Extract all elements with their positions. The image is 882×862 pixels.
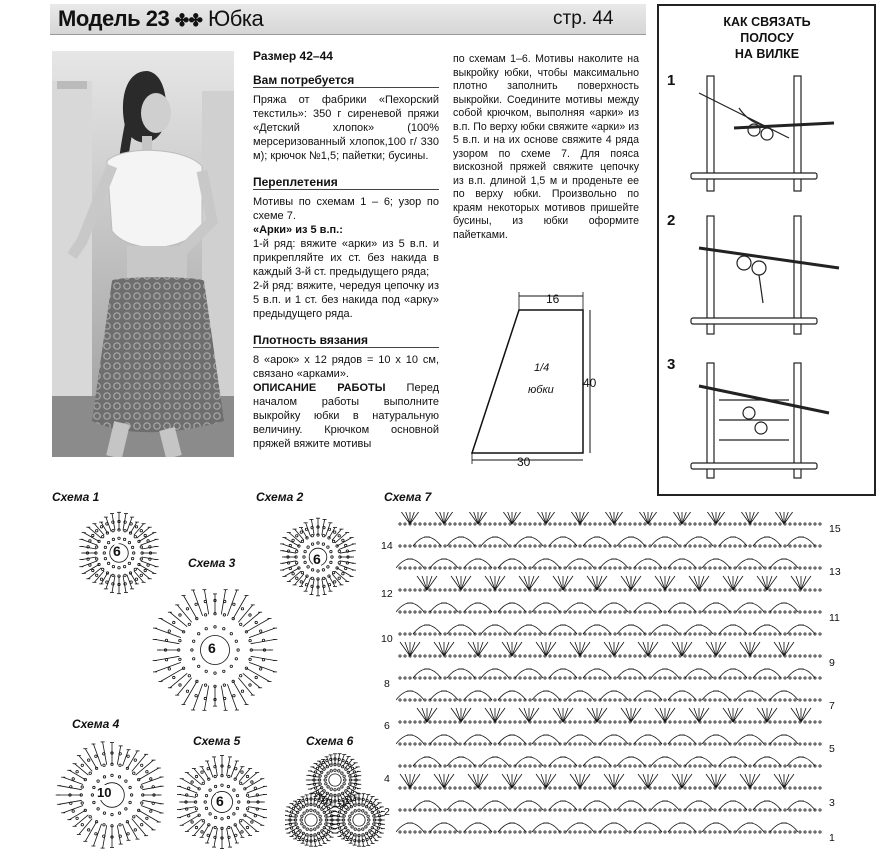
weaves-heading: Переплетения [253, 175, 439, 190]
row-label-9: 9 [829, 657, 835, 669]
step-1-number: 1 [667, 72, 676, 89]
row-label-10: 10 [381, 633, 393, 645]
photo-illustration [52, 51, 234, 457]
fork-knitting-box [657, 4, 876, 496]
model-subtitle: Юбка [208, 6, 264, 31]
schema-1-label: Схема 1 [52, 490, 100, 504]
row-label-2: 2 [384, 806, 390, 818]
info-column [253, 49, 439, 451]
schema-2-label: Схема 2 [256, 490, 304, 504]
schema-7-label: Схема 7 [384, 490, 432, 504]
schema-6-label: Схема 6 [306, 734, 354, 748]
step-2-number: 2 [667, 212, 676, 229]
arches-row2: 2-й ряд: вяжите, чередуя цепочку из 5 в.п. и 1 ст. без накида под «арку» предыдущего ряда. [253, 280, 439, 320]
row-label-7: 7 [829, 700, 835, 712]
fork-steps-illustration [679, 68, 869, 488]
pattern-top-dim: 16 [546, 292, 560, 306]
density-heading: Плотность вязания [253, 333, 439, 348]
schema-3-center: 6 [208, 640, 216, 656]
row-label-4: 4 [384, 773, 390, 785]
schema-7-pattern [396, 512, 826, 857]
row-label-14: 14 [381, 540, 393, 552]
row-label-11: 11 [829, 612, 840, 624]
row-label-5: 5 [829, 743, 835, 755]
schema-4-label: Схема 4 [72, 717, 120, 731]
description-continued: по схемам 1–6. Мотивы наколите на выкройку юбки, чтобы максимально плотно заполнить поверхность выкройки. Соедините мотивы между собой крючком, выполняя «арки» из в.п. По верху юбки свяжите «арки» из 5 в.п. и на их основе свяжите 4 ряда узором по схеме 7. Для пояса вискозной пряжей свяжите цепочку из в.п. длиной 1,5 м и проденьте ее по верху юбки. Произвольно по краям некоторых мотивов пришейте бусины, из юбки оформите пайетками. [453, 53, 639, 241]
pattern-label-bottom: юбки [528, 384, 554, 396]
materials-heading: Вам потребуется [253, 73, 439, 88]
row-label-6: 6 [384, 720, 390, 732]
model-title [58, 6, 263, 32]
model-number: Модель 23 [58, 6, 170, 31]
fork-title [669, 14, 865, 62]
fork-title-line3: НА ВИЛКЕ [734, 47, 800, 61]
fork-title-line2: ПОЛОСУ [740, 31, 794, 45]
schema-1-center: 6 [113, 543, 121, 559]
row-label-1: 1 [829, 832, 835, 844]
page-number: стр. 44 [553, 8, 614, 29]
arches-row1: 1-й ряд: вяжите «арки» из 5 в.п. и прикрепляйте их ст. без накида в каждый 3-й ст. предыдущего ряда; [253, 238, 439, 278]
schema-6-motif [285, 750, 385, 855]
pattern-label-top: 1/4 [534, 362, 550, 374]
row-label-15: 15 [829, 523, 841, 535]
materials-text: Пряжа от фабрики «Пехорский текстиль»: 350 г сиреневой пряжи «Детский хлопок» (100% мерсеризованный хлопок,100 г/ 330 м); крючок №1,5; пайетки; бусины. [253, 94, 439, 162]
arches-title: «Арки» из 5 в.п.: [253, 224, 343, 236]
row-label-8: 8 [384, 678, 390, 690]
row-label-13: 13 [829, 566, 841, 578]
pattern-side-dim: 40 [583, 376, 597, 390]
density-text: 8 «арок» х 12 рядов = 10 х 10 см, связано «арками». [253, 354, 439, 380]
schema-5-label: Схема 5 [193, 734, 241, 748]
schema-5-center: 6 [216, 793, 224, 809]
pattern-bottom-dim: 30 [517, 455, 531, 469]
model-photo [52, 51, 234, 457]
step-3-number: 3 [667, 356, 676, 373]
size-label: Размер 42–44 [253, 49, 333, 63]
row-label-3: 3 [829, 797, 835, 809]
fork-title-line1: КАК СВЯЗАТЬ [723, 15, 811, 29]
schema-4-center: 10 [97, 785, 112, 800]
weaves-text: Мотивы по схемам 1 – 6; узор по схеме 7. [253, 196, 439, 222]
row-label-12: 12 [381, 588, 393, 600]
schema-3-label: Схема 3 [188, 556, 236, 570]
description-text1: Перед началом работы выполните выкройку юбки в натуральную величину. Крючком основной пряжей вяжите мотивы [253, 382, 439, 450]
schema-2-center: 6 [313, 551, 321, 567]
ornament-icon: ✤✤ [174, 11, 203, 30]
description-title: ОПИСАНИЕ РАБОТЫ [253, 382, 386, 394]
description-block [253, 381, 439, 451]
